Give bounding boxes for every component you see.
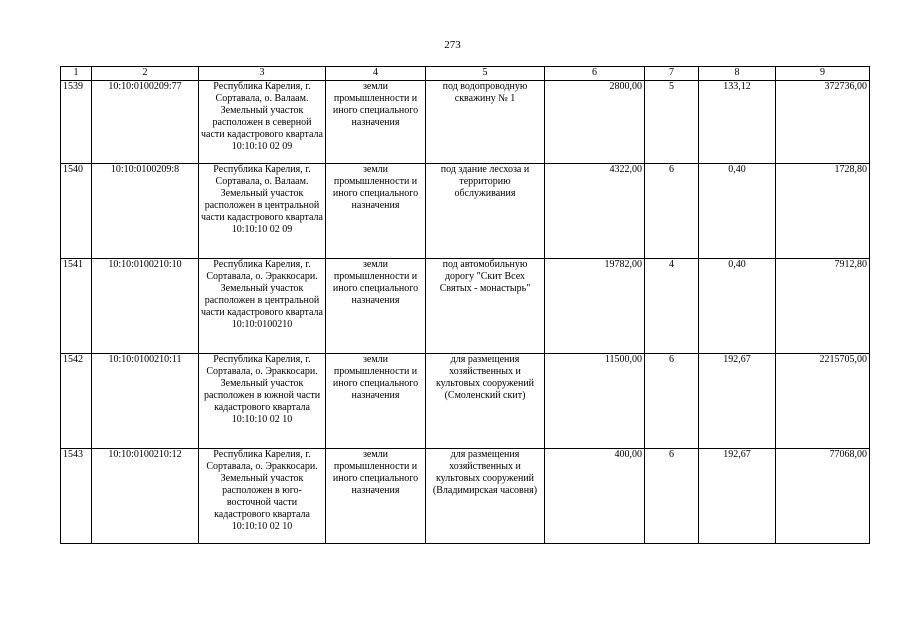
header-col-3: 3 (199, 67, 326, 81)
area-cell: 4322,00 (545, 164, 645, 259)
cadastral-number: 10:10:0100209:8 (92, 164, 199, 259)
header-col-4: 4 (326, 67, 426, 81)
location-cell: Республика Карелия, г. Сортавала, о. Валаам. Земельный участок расположен в центральной части кадастрового квартала 10:10:10 02 09 (199, 164, 326, 259)
table-row (61, 164, 870, 259)
row-number: 1539 (61, 81, 92, 164)
land-category-cell: земли промышленности и иного специального назначения (326, 81, 426, 164)
cadastral-number: 10:10:0100210:12 (92, 449, 199, 544)
cadastral-number: 10:10:0100209:77 (92, 81, 199, 164)
rate-cell: 0,40 (699, 259, 776, 354)
header-col-2: 2 (92, 67, 199, 81)
purpose-cell: для размещения хозяйственных и культовых сооружений (Владимирская часовня) (426, 449, 545, 544)
cadastral-number: 10:10:0100210:10 (92, 259, 199, 354)
col7-cell: 6 (645, 164, 699, 259)
table-header (61, 67, 870, 81)
land-category-cell: земли промышленности и иного специального назначения (326, 259, 426, 354)
header-col-8: 8 (699, 67, 776, 81)
row-number: 1542 (61, 354, 92, 449)
col7-cell: 5 (645, 81, 699, 164)
land-category-cell: земли промышленности и иного специального назначения (326, 449, 426, 544)
land-category-cell: земли промышленности и иного специального назначения (326, 354, 426, 449)
row-number: 1543 (61, 449, 92, 544)
rate-cell: 192,67 (699, 449, 776, 544)
table-body (61, 81, 870, 544)
header-col-6: 6 (545, 67, 645, 81)
row-number: 1540 (61, 164, 92, 259)
area-cell: 400,00 (545, 449, 645, 544)
cadastral-number: 10:10:0100210:11 (92, 354, 199, 449)
rate-cell: 192,67 (699, 354, 776, 449)
location-cell: Республика Карелия, г. Сортавала, о. Валаам. Земельный участок расположен в северной части кадастрового квартала 10:10:10 02 09 (199, 81, 326, 164)
value-cell: 77068,00 (776, 449, 870, 544)
table-row (61, 354, 870, 449)
value-cell: 1728,80 (776, 164, 870, 259)
rate-cell: 0,40 (699, 164, 776, 259)
location-cell: Республика Карелия, г. Сортавала, о. Эраккосари. Земельный участок расположен в центральной части кадастрового квартала 10:10:0100210 (199, 259, 326, 354)
page-number: 273 (444, 39, 461, 51)
value-cell: 7912,80 (776, 259, 870, 354)
header-col-9: 9 (776, 67, 870, 81)
location-cell: Республика Карелия, г. Сортавала, о. Эраккосари. Земельный участок расположен в южной части кадастрового квартала 10:10:10 02 10 (199, 354, 326, 449)
table-row (61, 81, 870, 164)
area-cell: 2800,00 (545, 81, 645, 164)
area-cell: 19782,00 (545, 259, 645, 354)
col7-cell: 4 (645, 259, 699, 354)
header-row (61, 67, 870, 81)
purpose-cell: под водопроводную скважину № 1 (426, 81, 545, 164)
purpose-cell: для размещения хозяйственных и культовых сооружений (Смоленский скит) (426, 354, 545, 449)
value-cell: 2215705,00 (776, 354, 870, 449)
header-col-1: 1 (61, 67, 92, 81)
row-number: 1541 (61, 259, 92, 354)
header-col-7: 7 (645, 67, 699, 81)
table-row (61, 449, 870, 544)
location-cell: Республика Карелия, г. Сортавала, о. Эраккосари. Земельный участок расположен в юго-восточной части кадастрового квартала 10:10:10 02 10 (199, 449, 326, 544)
value-cell: 372736,00 (776, 81, 870, 164)
land-plots-table (60, 66, 870, 544)
purpose-cell: под здание лесхоза и территорию обслуживания (426, 164, 545, 259)
area-cell: 11500,00 (545, 354, 645, 449)
col7-cell: 6 (645, 449, 699, 544)
header-col-5: 5 (426, 67, 545, 81)
purpose-cell: под автомобильную дорогу "Скит Всех Святых - монастырь" (426, 259, 545, 354)
table-row (61, 259, 870, 354)
land-category-cell: земли промышленности и иного специального назначения (326, 164, 426, 259)
col7-cell: 6 (645, 354, 699, 449)
rate-cell: 133,12 (699, 81, 776, 164)
